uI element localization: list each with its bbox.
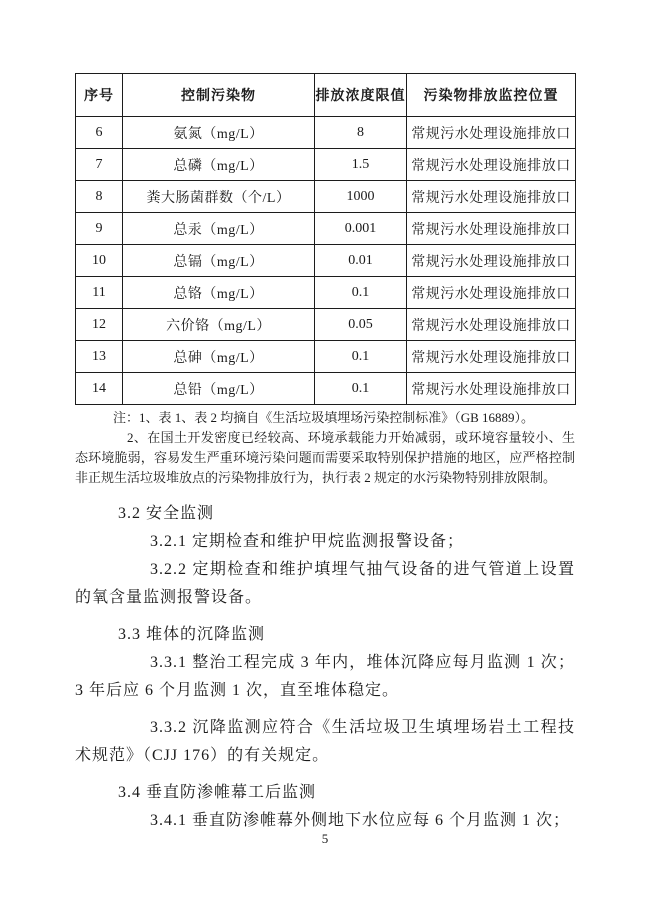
cell-index: 13 [76, 341, 123, 373]
cell-limit: 1000 [315, 181, 407, 213]
cell-limit: 1.5 [315, 149, 407, 181]
cell-pollutant: 总铅（mg/L） [123, 373, 315, 405]
table-row [76, 181, 576, 213]
cell-index: 14 [76, 373, 123, 405]
cell-pollutant: 总砷（mg/L） [123, 341, 315, 373]
cell-location: 常规污水处理设施排放口 [407, 341, 576, 373]
note-line-1: 注：1、表 1、表 2 均摘自《生活垃圾填埋场污染控制标准》（GB 16889）。 [113, 410, 535, 425]
cell-limit: 0.01 [315, 245, 407, 277]
table-notes [75, 408, 575, 488]
body-text [75, 500, 575, 835]
table-row [76, 373, 576, 405]
note-paragraph-2: 2、在国土开发密度已经较高、环境承载能力开始减弱，或环境容量较小、生态环境脆弱，容易发生严重环境污染问题而需要采取特别保护措施的地区，应严格控制非正规生活垃圾堆放点的污染物排放行为，执行表 2 规定的水污染物特别排放限制。 [75, 430, 575, 485]
cell-pollutant: 六价铬（mg/L） [123, 309, 315, 341]
table-row [76, 341, 576, 373]
cell-pollutant: 总汞（mg/L） [123, 213, 315, 245]
section-heading-3-2: 3.2 安全监测 [118, 505, 215, 522]
section-heading-3-3: 3.3 堆体的沉降监测 [118, 626, 266, 643]
cell-location: 常规污水处理设施排放口 [407, 117, 576, 149]
cell-limit: 0.001 [315, 213, 407, 245]
section-para-3-2-2: 3.2.2 定期检查和维护填埋气抽气设备的进气管道上设置的氧含量监测报警设备。 [75, 561, 575, 606]
cell-limit: 0.1 [315, 341, 407, 373]
section-para-3-3-2: 3.3.2 沉降监测应符合《生活垃圾卫生填埋场岩土工程技术规范》（CJJ 176）的有关规定。 [75, 719, 575, 764]
cell-location: 常规污水处理设施排放口 [407, 309, 576, 341]
header-cell-location: 污染物排放监控位置 [407, 74, 576, 117]
table-row [76, 309, 576, 341]
section-para-3-3-1: 3.3.1 整治工程完成 3 年内，堆体沉降应每月监测 1 次；3 年后应 6 个月监测 1 次，直至堆体稳定。 [75, 654, 575, 699]
cell-pollutant: 总铬（mg/L） [123, 277, 315, 309]
cell-location: 常规污水处理设施排放口 [407, 245, 576, 277]
section-heading-3-4: 3.4 垂直防渗帷幕工后监测 [118, 784, 317, 801]
header-cell-index: 序号 [76, 74, 123, 117]
cell-pollutant: 总磷（mg/L） [123, 149, 315, 181]
section-para-3-4-1: 3.4.1 垂直防渗帷幕外侧地下水位应每 6 个月监测 1 次； [150, 812, 571, 829]
cell-index: 7 [76, 149, 123, 181]
page-number: 5 [321, 831, 329, 846]
table-row [76, 245, 576, 277]
cell-index: 12 [76, 309, 123, 341]
cell-pollutant: 氨氮（mg/L） [123, 117, 315, 149]
pollutant-limits-table [75, 73, 576, 405]
table-row [76, 277, 576, 309]
header-cell-pollutant: 控制污染物 [123, 74, 315, 117]
cell-pollutant: 总镉（mg/L） [123, 245, 315, 277]
cell-limit: 0.05 [315, 309, 407, 341]
cell-location: 常规污水处理设施排放口 [407, 373, 576, 405]
cell-limit: 8 [315, 117, 407, 149]
cell-index: 8 [76, 181, 123, 213]
cell-location: 常规污水处理设施排放口 [407, 181, 576, 213]
cell-pollutant: 粪大肠菌群数（个/L） [123, 181, 315, 213]
cell-location: 常规污水处理设施排放口 [407, 213, 576, 245]
section-para-3-2-1: 3.2.1 定期检查和维护甲烷监测报警设备； [150, 533, 465, 550]
cell-limit: 0.1 [315, 277, 407, 309]
cell-index: 9 [76, 213, 123, 245]
cell-index: 11 [76, 277, 123, 309]
cell-location: 常规污水处理设施排放口 [407, 149, 576, 181]
table-row [76, 213, 576, 245]
cell-index: 10 [76, 245, 123, 277]
cell-limit: 0.1 [315, 373, 407, 405]
table-row [76, 149, 576, 181]
cell-location: 常规污水处理设施排放口 [407, 277, 576, 309]
header-cell-limit: 排放浓度限值 [315, 74, 407, 117]
cell-index: 6 [76, 117, 123, 149]
table-row [76, 117, 576, 149]
table-header-row [76, 74, 576, 117]
